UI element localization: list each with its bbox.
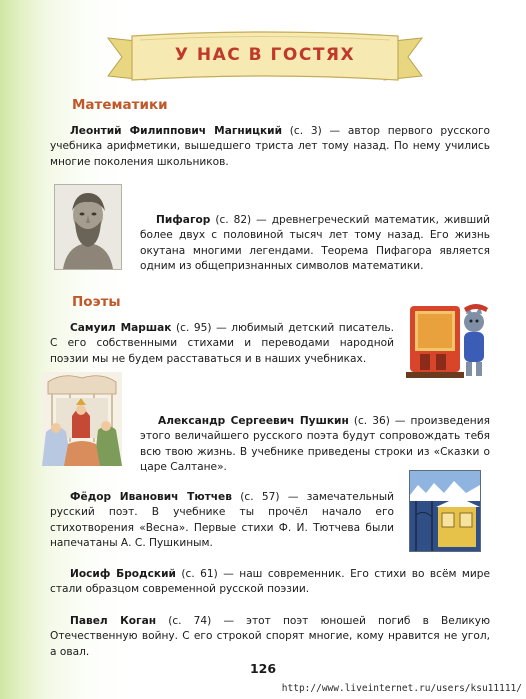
entry-name: Павел Коган xyxy=(70,615,157,627)
entry-kogan xyxy=(50,614,490,660)
entry-marshak xyxy=(50,321,394,367)
entry-text: — наш современник. Его стихи во всём мире стали образцом современной русской поэзии. xyxy=(50,568,491,596)
entry-name: Самуил Маршак xyxy=(70,322,172,334)
entry-magnitsky xyxy=(50,124,490,170)
entry-page-ref: (с. 57) xyxy=(240,491,280,503)
entry-page-ref: (с. 74) xyxy=(168,615,212,627)
entry-text: — любимый детский писатель. С его собственными стихами и переводами народной поэзии мы не будем расставаться и в наших учебниках. xyxy=(50,322,394,365)
spring-window-illustration-icon xyxy=(409,470,481,552)
entry-brodsky xyxy=(50,567,490,598)
page-title: У НАС В ГОСТЯХ xyxy=(174,45,356,65)
section-heading-poets: Поэты xyxy=(72,294,121,310)
entry-page-ref: (с. 95) xyxy=(176,322,212,334)
entry-page-ref: (с. 82) xyxy=(215,214,252,226)
entry-page-ref: (с. 61) xyxy=(181,568,218,580)
entry-text: — этот поэт юношей погиб в Великую Отечественную войну. С его строкой спорят многие, кому нравится не угол, а овал. xyxy=(50,615,490,658)
cat-house-illustration-icon xyxy=(406,298,490,380)
watermark-url: http://www.liveinternet.ru/users/ksu11111/ xyxy=(281,683,522,694)
title-banner xyxy=(106,30,424,88)
page-number: 126 xyxy=(249,661,277,676)
entry-name: Александр Сергеевич Пушкин xyxy=(158,415,349,427)
tsar-saltan-illustration-icon xyxy=(42,372,122,466)
entry-pythagoras xyxy=(140,213,490,275)
entry-text: — произведения этого величайшего русского поэта будут сопровождать тебя всю твою жизнь. В учебнике приведены строки из «Сказки о царе Салтане». xyxy=(140,415,490,474)
entry-tyutchev xyxy=(50,490,394,552)
entry-text: — автор первого русского учебника арифметики, вышедшего триста лет тому назад. По нему учились многие поколения школьников. xyxy=(50,125,491,168)
entry-name: Леонтий Филиппович Магницкий xyxy=(70,125,283,137)
entry-page-ref: (с. 36) xyxy=(353,415,390,427)
entry-name: Иосиф Бродский xyxy=(70,568,176,580)
pythagoras-bust-illustration-icon xyxy=(54,184,122,270)
entry-text: — древнегреческий математик, живший более двух с половиной тысяч лет тому назад. Его жизнь окутана многими легендами. Теорема Пифагора является одним из общепризнанных символов математики. xyxy=(140,214,491,273)
entry-pushkin xyxy=(140,414,490,476)
section-heading-math: Математики xyxy=(72,97,168,113)
entry-page-ref: (с. 3) xyxy=(289,125,322,137)
entry-text: — замечательный русский поэт. В учебнике ты прочёл начало его стихотворения «Весна». Первые стихи Ф. И. Тютчева были напечатаны А. С. Пушкиным. xyxy=(50,491,395,550)
entry-name: Пифагор xyxy=(156,214,211,226)
entry-name: Фёдор Иванович Тютчев xyxy=(70,491,232,503)
